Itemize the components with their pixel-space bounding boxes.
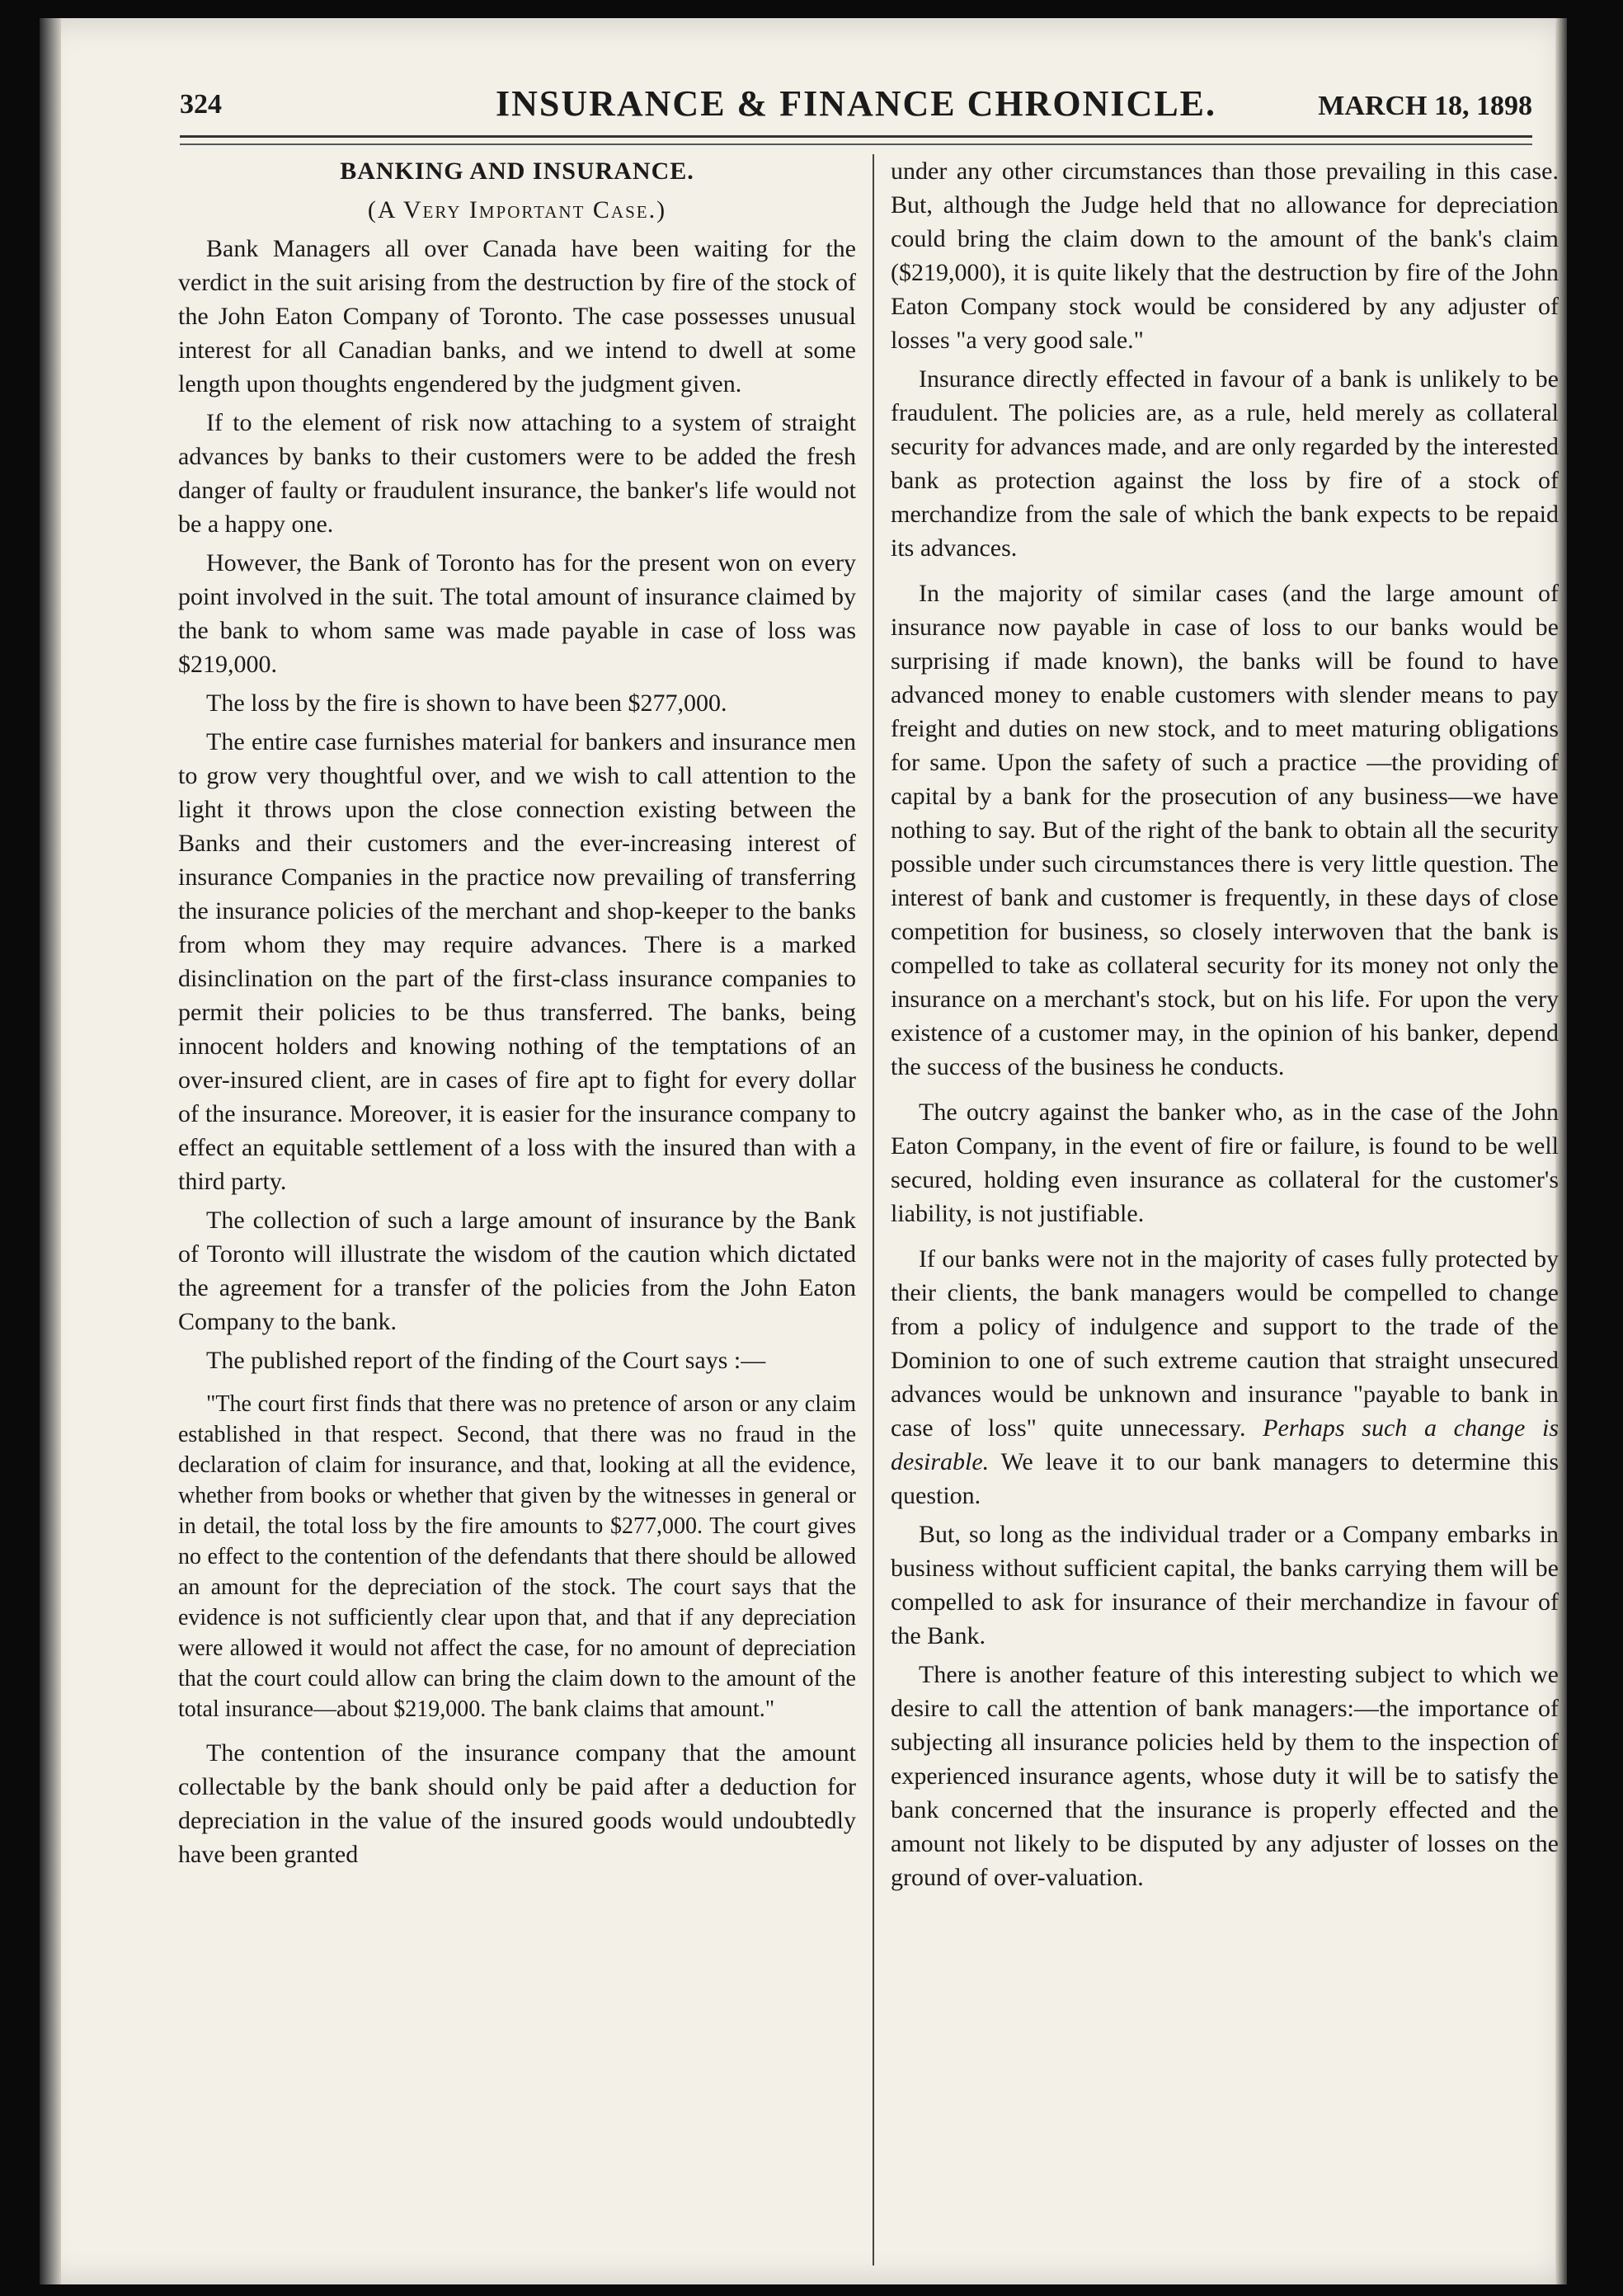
paragraph: The entire case furnishes material for bankers and insurance men to grow very thoughtful over, and we wish to call attention to the light it throws upon the close connection existing between the Banks and their customers and the ever-increasing interest of insurance Companies in the practice now prevailing of transferring the insurance policies of the merchant and shop-keeper to the banks from whom they may require advances. There is a marked disinclination on the part of the first-class insurance companies to permit their policies to be thus transferred. The banks, being innocent holders and knowing nothing of the temptations of an over-insured client, are in cases of fire apt to fight for every dollar of the insurance. Moreover, it is easier for the insurance company to effect an equitable settlement of a loss with the insured than with a third party. <box>178 728 856 1195</box>
header-rule-thin <box>180 144 1532 145</box>
issue-date: MARCH 18, 1898 <box>1318 91 1532 121</box>
binding-edge <box>40 18 61 2284</box>
article-subhead: (A Very Important Case.) <box>367 196 667 223</box>
column-divider <box>873 154 874 2265</box>
right-column <box>891 154 1559 1899</box>
paragraph: The loss by the fire is shown to have been $277,000. <box>206 689 727 717</box>
newspaper-page <box>40 18 1567 2284</box>
article-headline: BANKING AND INSURANCE. <box>340 158 694 185</box>
page-header <box>180 76 1532 125</box>
paragraph: There is another feature of this interesting subject to which we desire to call the attention of bank managers:—the importance of subjecting all insurance policies held by them to the inspection of experienced insurance agents, whose duty it will be to satisfy the bank concerned that the insurance is properly effected and the amount not likely to be disputed by any adjuster of losses on the ground of over-valuation. <box>891 1661 1559 1891</box>
paragraph: The contention of the insurance company that the amount collectable by the bank should only be paid after a deduction for depreciation in the value of the insured goods would undoubtedly have been granted <box>178 1739 856 1868</box>
paragraph: The collection of such a large amount of insurance by the Bank of Toronto will illustrate the wisdom of the caution which dictated the agreement for a transfer of the policies from the John Eaton Company to the bank. <box>178 1207 856 1335</box>
left-column <box>178 154 856 1876</box>
header-rule <box>180 135 1532 138</box>
court-quote: "The court first finds that there was no pretence of arson or any claim established in that respect. Second, that there was no fraud in the declaration of claim for insurance, and that, looking at all the evidence, whether from books or whether that given by the witnesses in general or in detail, the total loss by the fire amounts to $277,000. The court gives no effect to the contention of the defendants that there should be allowed an amount for the depreciation of the stock. The court says that the evidence is not sufficiently clear upon that, and that if any depreciation were allowed it would not affect the case, for no amount of depreciation that the court could allow can bring the claim down to the amount of the total insurance—about $219,000. The bank claims that amount." <box>178 1391 856 1722</box>
paragraph: The published report of the finding of the Court says :— <box>206 1347 766 1374</box>
masthead-title: INSURANCE & FINANCE CHRONICLE. <box>495 83 1217 124</box>
paragraph-text: If our banks were not in the majority of cases fully protected by their clients, the bank managers would be compelled to change from a policy of indulgence and support to the trade of the Dominion to one of such extreme caution that straight unsecured advances would be unknown and insurance "payable to bank in case of loss" quite unnecessary. <box>891 1245 1559 1442</box>
paragraph: However, the Bank of Toronto has for the present won on every point involved in the suit. The total amount of insurance claimed by the bank to whom same was made payable in case of loss was $219,000. <box>178 549 856 678</box>
paragraph: In the majority of similar cases (and the large amount of insurance now payable in case of loss to our banks would be surprising if made known), the banks will be found to have advanced money to enable customers with slender means to pay freight and duties on new stock, and to meet maturing obligations for same. Upon the safety of such a practice —the providing of capital by a bank for the prosecution of any business—we have nothing to say. But of the right of the bank to obtain all the security possible under such circumstances there is very little question. The interest of bank and customer is frequently, in these days of close competition for business, so closely interwoven that the bank is compelled to take as collateral security for its money not only the insurance on a merchant's stock, but on his life. For upon the very existence of a customer may, in the opinion of his banker, depend the success of the business he conducts. <box>891 580 1559 1080</box>
paragraph: The outcry against the banker who, as in the case of the John Eaton Company, in the event of fire or failure, is found to be well secured, holding even insurance as collateral for the customer's liability, is not justifiable. <box>891 1099 1559 1227</box>
paragraph: But, so long as the individual trader or a Company embarks in business without sufficient capital, the banks carrying them will be compelled to ask for insurance of their merchandize in favour of the Bank. <box>891 1521 1559 1649</box>
paragraph-text: We leave it to our bank managers to determine this question. <box>891 1448 1559 1509</box>
italic-text: Perhaps such a change is desirable. <box>891 1414 1559 1475</box>
paragraph: If to the element of risk now attaching to a system of straight advances by banks to their customers were to be added the fresh danger of faulty or fraudulent insurance, the banker's life would not be a happy one. <box>178 409 856 538</box>
paragraph: Bank Managers all over Canada have been waiting for the verdict in the suit arising from the destruction by fire of the stock of the John Eaton Company of Toronto. The case possesses unusual interest for all Canadian banks, and we intend to dwell at some length upon thoughts engendered by the judgment given. <box>178 235 856 398</box>
page-number: 324 <box>180 89 222 120</box>
paragraph <box>891 1242 1559 1513</box>
paragraph-continued: under any other circumstances than those prevailing in this case. But, although the Judge held that no allowance for depreciation could bring the claim down to the amount of the bank's claim ($219,000), it is quite likely that the destruction by fire of the John Eaton Company stock would be considered by any adjuster of losses "a very good sale." <box>891 158 1559 354</box>
paragraph: Insurance directly effected in favour of a bank is unlikely to be fraudulent. The policies are, as a rule, held merely as collateral security for advances made, and are only regarded by the interested bank as protection against the loss by fire of a stock of merchandize from the sale of which the bank expects to be repaid its advances. <box>891 365 1559 562</box>
